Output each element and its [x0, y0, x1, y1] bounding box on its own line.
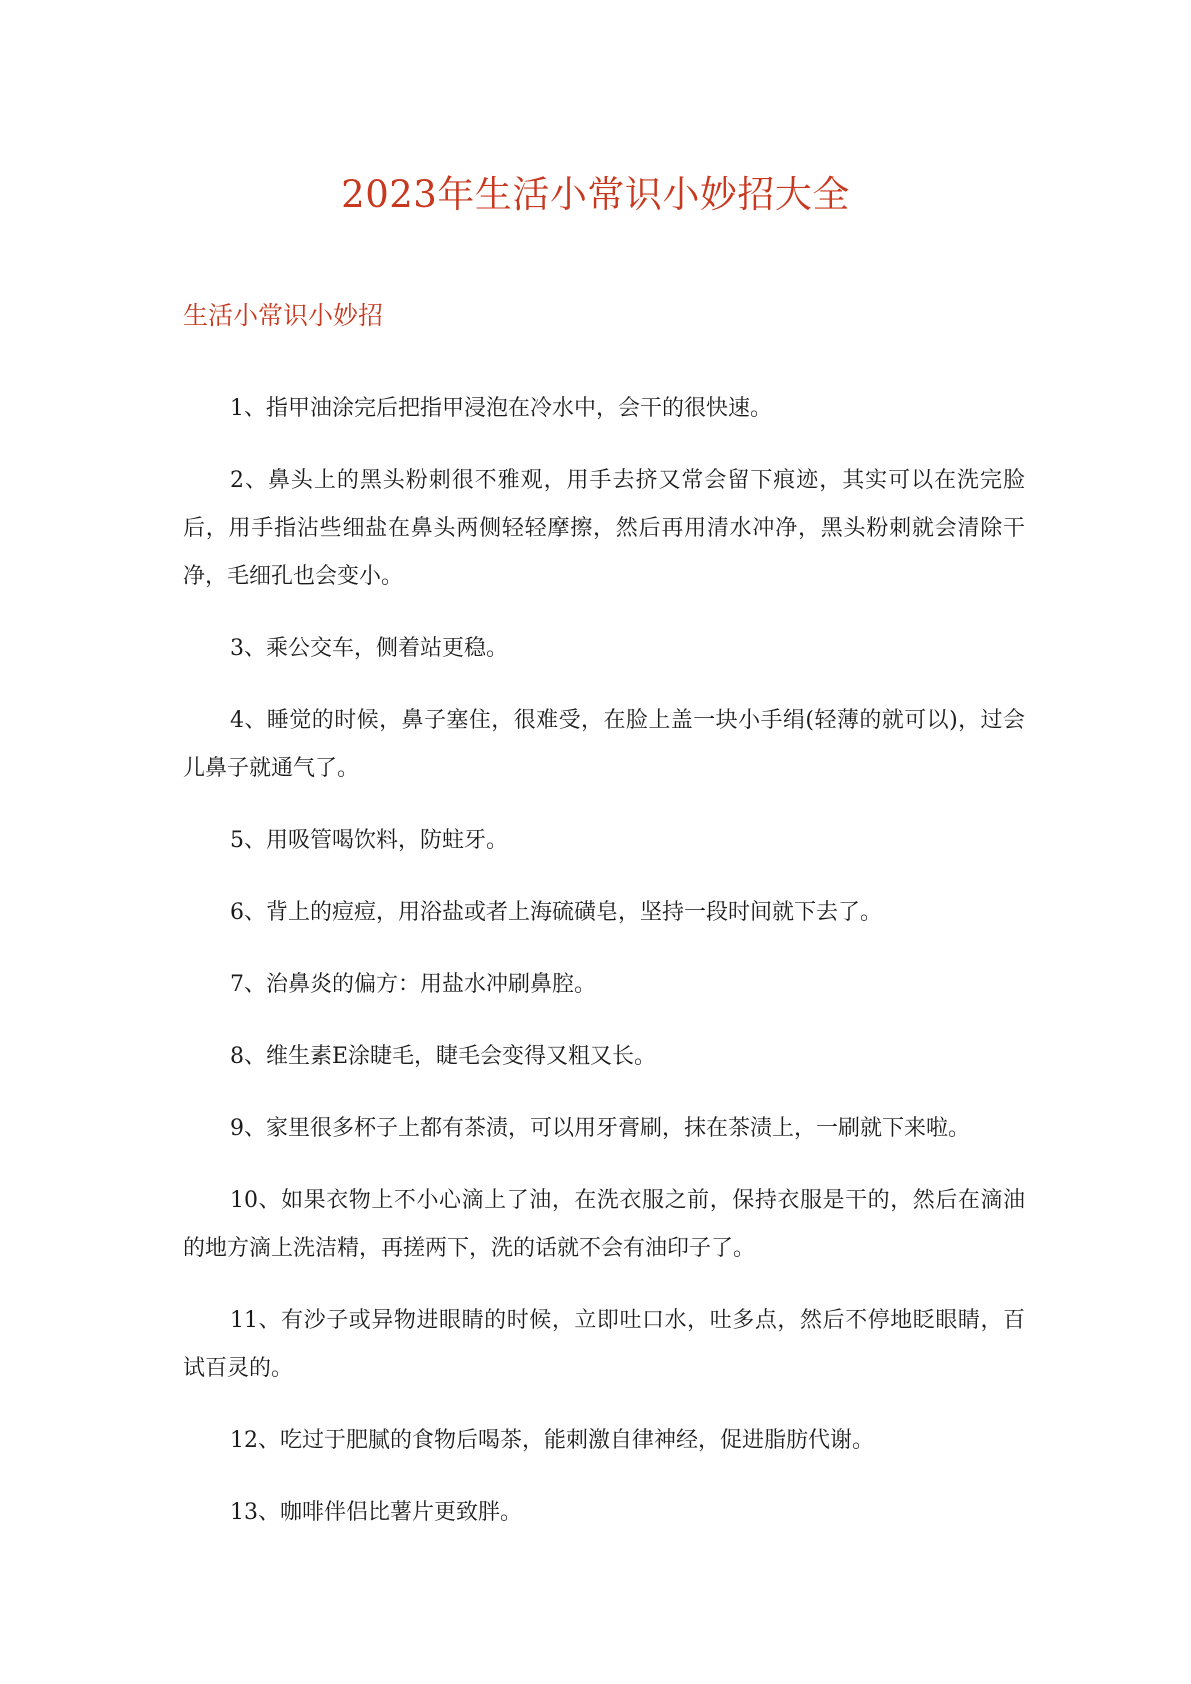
- paragraph: 4、睡觉的时候，鼻子塞住，很难受，在脸上盖一块小手绢(轻薄的就可以)，过会儿鼻子就通气了。: [183, 708, 1025, 781]
- paragraph: 12、吃过于肥腻的食物后喝茶，能刺激自律神经，促进脂肪代谢。: [230, 1428, 874, 1453]
- section-heading: 生活小常识小妙招: [183, 301, 384, 330]
- paragraph: 6、背上的痘痘，用浴盐或者上海硫磺皂，坚持一段时间就下去了。: [230, 900, 882, 925]
- paragraph: 13、咖啡伴侣比薯片更致胖。: [230, 1500, 522, 1525]
- paragraph: 10、如果衣物上不小心滴上了油，在洗衣服之前，保持衣服是干的，然后在滴油的地方滴上洗洁精，再搓两下，洗的话就不会有油印子了。: [183, 1188, 1025, 1261]
- document-title: 2023年生活小常识小妙招大全: [341, 173, 850, 216]
- paragraph: 11、有沙子或异物进眼睛的时候，立即吐口水，吐多点，然后不停地眨眼睛，百试百灵的。: [183, 1308, 1025, 1381]
- paragraph: 1、指甲油涂完后把指甲浸泡在冷水中，会干的很快速。: [230, 396, 772, 421]
- paragraph: 3、乘公交车，侧着站更稳。: [230, 636, 508, 661]
- paragraph: 2、鼻头上的黑头粉刺很不雅观，用手去挤又常会留下痕迹，其实可以在洗完脸后，用手指沾些细盐在鼻头两侧轻轻摩擦，然后再用清水冲净，黑头粉刺就会清除干净，毛细孔也会变小。: [183, 468, 1025, 589]
- paragraph: 5、用吸管喝饮料，防蛀牙。: [230, 828, 508, 853]
- paragraph: 8、维生素E涂睫毛，睫毛会变得又粗又长。: [230, 1044, 657, 1069]
- paragraph: 9、家里很多杯子上都有茶渍，可以用牙膏刷，抹在茶渍上，一刷就下来啦。: [230, 1116, 970, 1141]
- paragraph: 7、治鼻炎的偏方：用盐水冲刷鼻腔。: [230, 972, 596, 997]
- document-body: [183, 385, 1025, 1561]
